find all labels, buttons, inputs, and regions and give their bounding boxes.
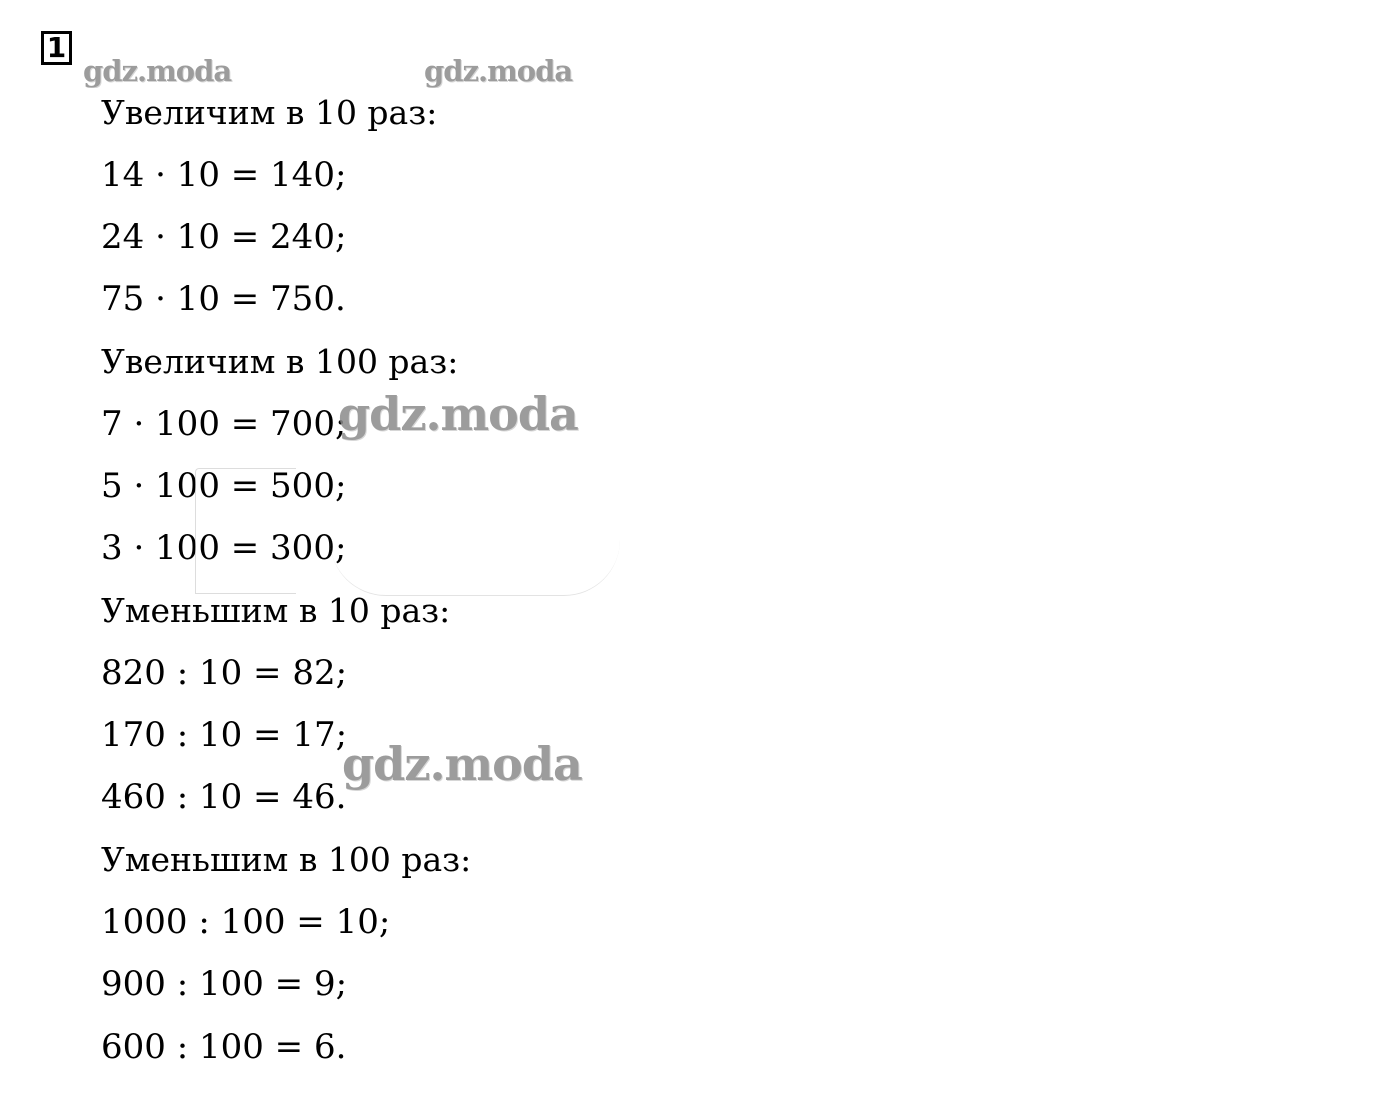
equation-line: 170 : 10 = 17;	[101, 715, 348, 755]
task-number-badge: 1	[41, 31, 72, 65]
equation-line: 14 · 10 = 140;	[101, 155, 347, 195]
equation-line: 75 · 10 = 750.	[101, 279, 346, 319]
watermark: gdz.moda	[83, 54, 232, 88]
equation-line: 900 : 100 = 9;	[101, 964, 348, 1004]
equation-line: 7 · 100 = 700;	[101, 404, 347, 444]
equation-line: 600 : 100 = 6.	[101, 1027, 347, 1067]
watermark: gdz.moda	[342, 737, 582, 791]
equation-line: 3 · 100 = 300;	[101, 528, 347, 568]
heading-decrease-100: Уменьшим в 100 раз:	[101, 840, 472, 879]
watermark: gdz.moda	[338, 387, 578, 441]
equation-line: 5 · 100 = 500;	[101, 466, 347, 506]
heading-decrease-10: Уменьшим в 10 раз:	[101, 591, 451, 630]
heading-increase-100: Увеличим в 100 раз:	[101, 342, 459, 381]
equation-line: 1000 : 100 = 10;	[101, 902, 391, 942]
heading-increase-10: Увеличим в 10 раз:	[101, 93, 438, 132]
watermark: gdz.moda	[424, 54, 573, 88]
equation-line: 460 : 10 = 46.	[101, 777, 347, 817]
equation-line: 24 · 10 = 240;	[101, 217, 347, 257]
faded-background-mark	[195, 468, 296, 594]
faded-background-arc	[330, 540, 620, 596]
equation-line: 820 : 10 = 82;	[101, 653, 348, 693]
